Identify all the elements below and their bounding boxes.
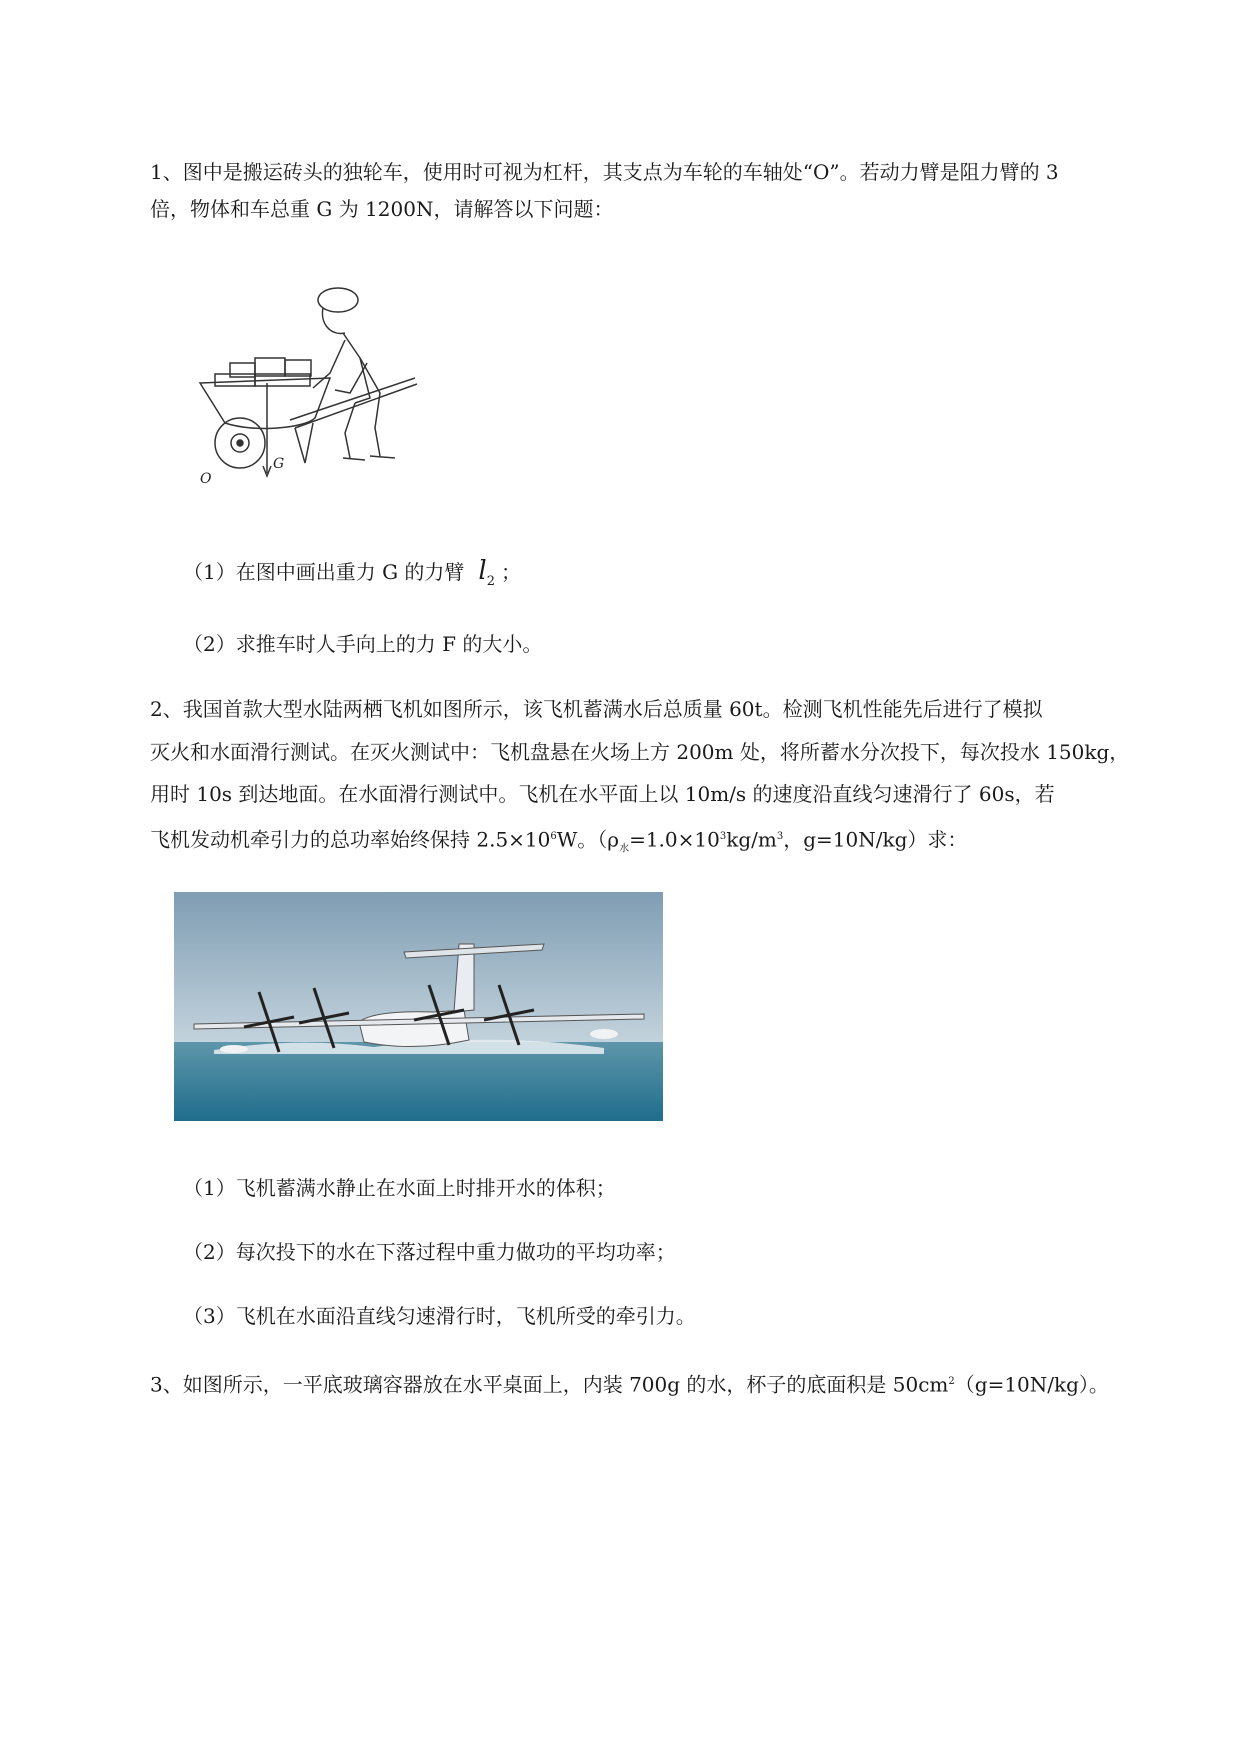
q1-line1: 1、图中是搬运砖头的独轮车，使用时可视为杠杆，其支点为车轮的车轴处“O”。若动力臂是阻力臂的 3: [150, 160, 1059, 184]
q2-line4: [150, 818, 1150, 868]
q3-line1-c: （g=10N/kg）。: [954, 1372, 1109, 1397]
q2-line4-d: 水: [619, 843, 630, 855]
gravity-g-label: G: [273, 456, 285, 472]
q2-line4-i: ，g=10N/kg）求：: [783, 827, 968, 852]
q2-line4-c: W。（ρ: [556, 827, 620, 852]
q3-line1: [150, 1363, 1200, 1404]
lever-arm-symbol: [478, 556, 496, 590]
wheelbarrow-figure: [195, 278, 435, 498]
q2-line4-e: =1.0×10: [629, 827, 720, 852]
q1-sub2: （2）求推车时人手向上的力 F 的大小。: [183, 632, 543, 656]
q1-sub1-end: ；: [501, 560, 522, 584]
q2-line4-f: 3: [719, 831, 727, 842]
q2-line4-g: kg/m: [726, 827, 777, 852]
q2-line1: 2、我国首款大型水陆两栖飞机如图所示，该飞机蓄满水后总质量 60t。检测飞机性能先后进行了模拟: [150, 697, 1043, 721]
q2-sub2: （2）每次投下的水在下落过程中重力做功的平均功率；: [183, 1240, 676, 1264]
q1-line2: 倍，物体和车总重 G 为 1200N，请解答以下问题：: [150, 197, 614, 221]
q2-line3: 用时 10s 到达地面。在水面滑行测试中。飞机在水平面上以 10m/s 的速度沿直线匀速滑行了 60s，若: [150, 782, 1055, 806]
lever-arm-symbol-letter: l: [478, 556, 487, 586]
q3-line1-a: 3、如图所示，一平底玻璃容器放在水平桌面上，内装 700g 的水，杯子的底面积是 50cm: [150, 1372, 949, 1397]
q2-line4-b: 6: [550, 831, 557, 842]
amphibious-aircraft-photo: [174, 892, 663, 1121]
q2-line2: 灭火和水面滑行测试。在灭火测试中：飞机盘悬在火场上方 200m 处，将所蓄水分次投下，每次投水 150kg，: [150, 740, 1130, 764]
q2-sub1: （1）飞机蓄满水静止在水面上时排开水的体积；: [183, 1176, 616, 1200]
q1-sub1: [183, 556, 521, 597]
q2-sub3: （3）飞机在水面沿直线匀速滑行时，飞机所受的牵引力。: [183, 1304, 696, 1328]
q2-line4-h: 3: [776, 831, 784, 842]
q1-sub1-text: （1）在图中画出重力 G 的力臂: [183, 560, 465, 584]
q2-line4-a: 飞机发动机牵引力的总功率始终保持 2.5×10: [150, 827, 551, 852]
pivot-o-label: O: [200, 471, 212, 487]
q3-line1-b: 2: [948, 1376, 955, 1387]
lever-arm-symbol-index: 2: [486, 574, 496, 590]
